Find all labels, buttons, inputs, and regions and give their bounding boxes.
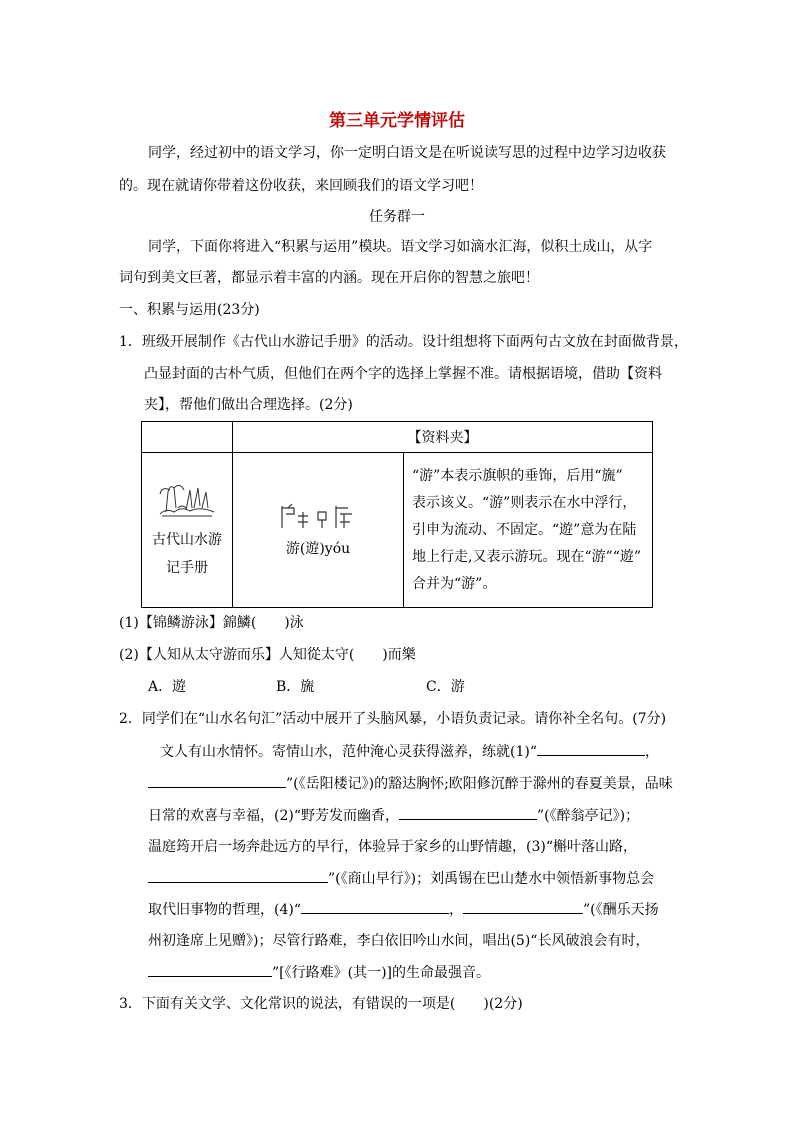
answer-blank-4a[interactable] (301, 899, 449, 914)
reference-line: “游”本表示旗帜的垂饰，后用“旒” (412, 467, 623, 484)
option-b: B．旒 (276, 679, 315, 695)
sub-question-2: (2)【人知从太守游而乐】人知從太守( )而樂 (119, 647, 416, 663)
question-1-line-3: 夹】，帮他们做出合理选择。(2分) (144, 397, 353, 413)
answer-blank-1a[interactable] (537, 741, 645, 756)
question-2-para-line-8 (148, 962, 490, 983)
task-intro-line-1: 同学，下面你将进入“积累与运用”模块。语文学习如滴水汇海，似积土成山，从字 (148, 239, 653, 255)
reference-line: 引申为流动、不固定。“遊”意为在陆 (412, 521, 637, 538)
text-span: ， (449, 902, 463, 918)
sub-question-1: (1)【锦鳞游泳】錦鱗( )泳 (119, 615, 304, 631)
character-caption: 游(遊)yóu (285, 541, 351, 557)
question-2-para-line-7: 州初逢席上见赠》)；尽管行路难，李白依旧吟山水间，唱出(5)“长风破浪会有时， (148, 933, 650, 949)
reference-table (141, 421, 653, 608)
table-header: 【资料夹】 (233, 422, 653, 453)
text-span: ”(《商山早行》)；刘禹锡在巴山楚水中领悟新事物总会 (328, 871, 655, 887)
answer-blank-5[interactable] (148, 962, 272, 977)
question-2-para-line-4: 温庭筠开启一场奔赴远方的早行，体验异于家乡的山野情趣，(3)“槲叶落山路， (148, 839, 637, 855)
page-title: 第三单元学情评估 (329, 111, 465, 131)
text-span: ， (645, 744, 659, 760)
option-a: A．遊 (148, 679, 187, 695)
question-3-line-1: 3．下面有关文学、文化常识的说法，有错误的一项是( )(2分) (119, 996, 523, 1012)
table-empty-cell (142, 422, 233, 453)
reference-line: 合并为“游”。 (412, 575, 497, 592)
text-span: 文人有山水情怀。寄情山水，范仲淹心灵获得滋养，练就(1)“ (160, 744, 537, 760)
answer-blank-3[interactable] (148, 868, 328, 883)
task-group-heading: 任务群一 (369, 209, 425, 225)
book-cell (142, 453, 233, 608)
text-span: ”(《酬乐天扬 (583, 902, 659, 918)
text-span: 日常的欢喜与幸福，(2)“野芳发而幽香， (148, 808, 399, 824)
question-2-line-1: 2．同学们在“山水名句汇”活动中展开了头脑风暴，小语负责记录。请你补全名句。(7分) (119, 711, 667, 727)
book-title-line-1: 古代山水游 (152, 532, 222, 548)
task-intro-line-2: 词句到美文巨著，都显示着丰富的内涵。现在开启你的智慧之旅吧！ (119, 270, 539, 286)
reference-line: 地上行走,又表示游玩。现在“游”“遊” (412, 548, 642, 565)
landscape-sketch-icon (156, 478, 218, 520)
intro-line-1: 同学，经过初中的语文学习，你一定明白语文是在听说读写思的过程中边学习边收获 (148, 145, 666, 161)
question-2-para-line-5 (148, 868, 654, 889)
reference-text-cell (404, 453, 653, 608)
text-span: ”[《行路难》(其一)]的生命最强音。 (272, 965, 491, 981)
question-2-para-line-3 (148, 805, 639, 826)
text-span: ”(《醉翁亭记》)； (537, 808, 640, 824)
question-1-line-1: 1．班级开展制作《古代山水游记手册》的活动。设计组想将下面两句古文放在封面做背景， (119, 334, 688, 350)
answer-blank-1b[interactable] (148, 773, 286, 788)
question-2-para-line-6 (148, 899, 659, 920)
question-1-line-2: 凸显封面的古朴气质，但他们在两个字的选择上掌握不准。请根据语境，借助【资料 (144, 366, 662, 382)
section-heading: 一、积累与运用(23分) (119, 302, 260, 318)
answer-blank-4b[interactable] (463, 899, 583, 914)
answer-blank-2[interactable] (399, 805, 537, 820)
book-title-line-2: 记手册 (166, 560, 208, 576)
option-c: C．游 (426, 679, 465, 695)
text-span: 取代旧事物的哲理，(4)“ (148, 902, 301, 918)
text-span: ”(《岳阳楼记》)的豁达胸怀;欧阳修沉醉于滁州的春夏美景，品味 (286, 776, 673, 792)
character-cell (233, 453, 404, 608)
question-2-para-line-1 (160, 741, 659, 762)
question-2-para-line-2 (148, 773, 673, 794)
ancient-character-glyph-icon (278, 502, 358, 532)
reference-line: 表示该义。“游”则表示在水中浮行， (412, 494, 637, 511)
intro-line-2: 的。现在就请你带着这份收获，来回顾我们的语文学习吧！ (119, 178, 483, 194)
